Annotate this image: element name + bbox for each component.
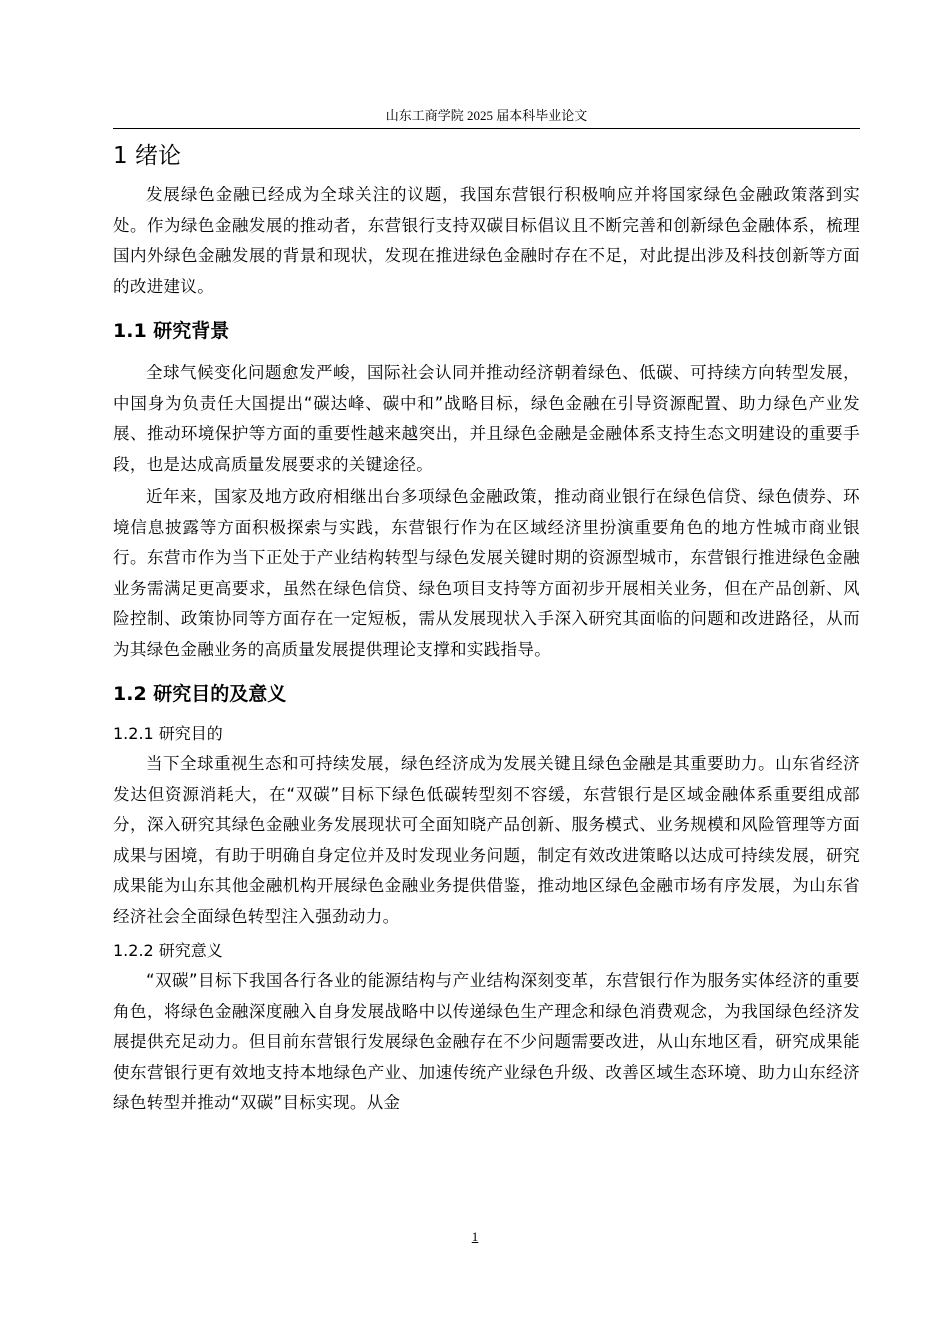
page-number-text: 1	[471, 1229, 479, 1244]
chapter-title: 1 绪论	[113, 143, 181, 169]
section-1-1-paragraph-1: 全球气候变化问题愈发严峻，国际社会认同并推动经济朝着绿色、低碳、可持续方向转型发展，中国身为负责任大国提出“碳达峰、碳中和”战略目标，绿色金融在引导资源配置、助力绿色产业发展、推动环境保护等方面的重要性越来越突出，并且绿色金融是金融体系支持生态文明建设的重要手段，也是达成高质量发展要求的关键途径。	[113, 363, 860, 474]
subsection-1-2-1-paragraph: 当下全球重视生态和可持续发展，绿色经济成为发展关键且绿色金融是其重要助力。山东省经济发达但资源消耗大，在“双碳”目标下绿色低碳转型刻不容缓，东营银行是区域金融体系重要组成部分，深入研究其绿色金融业务发展现状可全面知晓产品创新、服务模式、业务规模和风险管理等方面成果与困境，有助于明确自身定位并及时发现业务问题，制定有效改进策略以达成可持续发展，研究成果能为山东其他金融机构开展绿色金融业务提供借鉴，推动地区绿色金融市场有序发展，为山东省经济社会全面绿色转型注入强劲动力。	[113, 754, 860, 926]
section-heading-1-2: 1.2 研究目的及意义	[113, 683, 287, 705]
page-content	[113, 138, 860, 1119]
subsection-heading-1-2-1: 1.2.1 研究目的	[113, 724, 223, 743]
subsection-1-2-2-paragraph: “双碳”目标下我国各行各业的能源结构与产业结构深刻变革，东营银行作为服务实体经济的重要角色，将绿色金融深度融入自身发展战略中以传递绿色生产理念和绿色消费观念，为我国绿色经济发展提供充足动力。但目前东营银行发展绿色金融存在不少问题需要改进，从山东地区看，研究成果能使东营银行更有效地支持本地绿色产业、加速传统产业绿色升级、改善区域生态环境、助力山东经济绿色转型并推动“双碳”目标实现。从金	[113, 971, 860, 1112]
section-heading-1-1: 1.1 研究背景	[113, 320, 230, 342]
chapter-intro-paragraph: 发展绿色金融已经成为全球关注的议题，我国东营银行积极响应并将国家绿色金融政策落到实处。作为绿色金融发展的推动者，东营银行支持双碳目标倡议且不断完善和创新绿色金融体系，梳理国内外绿色金融发展的背景和现状，发现在推进绿色金融时存在不足，对此提出涉及科技创新等方面的改进建议。	[113, 185, 860, 296]
running-header: 山东工商学院 2025 届本科毕业论文	[385, 108, 588, 123]
subsection-heading-1-2-2: 1.2.2 研究意义	[113, 941, 223, 960]
header-rule	[113, 128, 860, 129]
section-1-1-paragraph-2: 近年来，国家及地方政府相继出台多项绿色金融政策，推动商业银行在绿色信贷、绿色债券、环境信息披露等方面积极探索与实践，东营银行作为在区域经济里扮演重要角色的地方性城市商业银行。东营市作为当下正处于产业结构转型与绿色发展关键时期的资源型城市，东营银行推进绿色金融业务需满足更高要求，虽然在绿色信贷、绿色项目支持等方面初步开展相关业务，但在产品创新、风险控制、政策协同等方面存在一定短板，需从发展现状入手深入研究其面临的问题和改进路径，从而为其绿色金融业务的高质量发展提供理论支撑和实践指导。	[113, 487, 860, 659]
page-number	[0, 1228, 950, 1246]
